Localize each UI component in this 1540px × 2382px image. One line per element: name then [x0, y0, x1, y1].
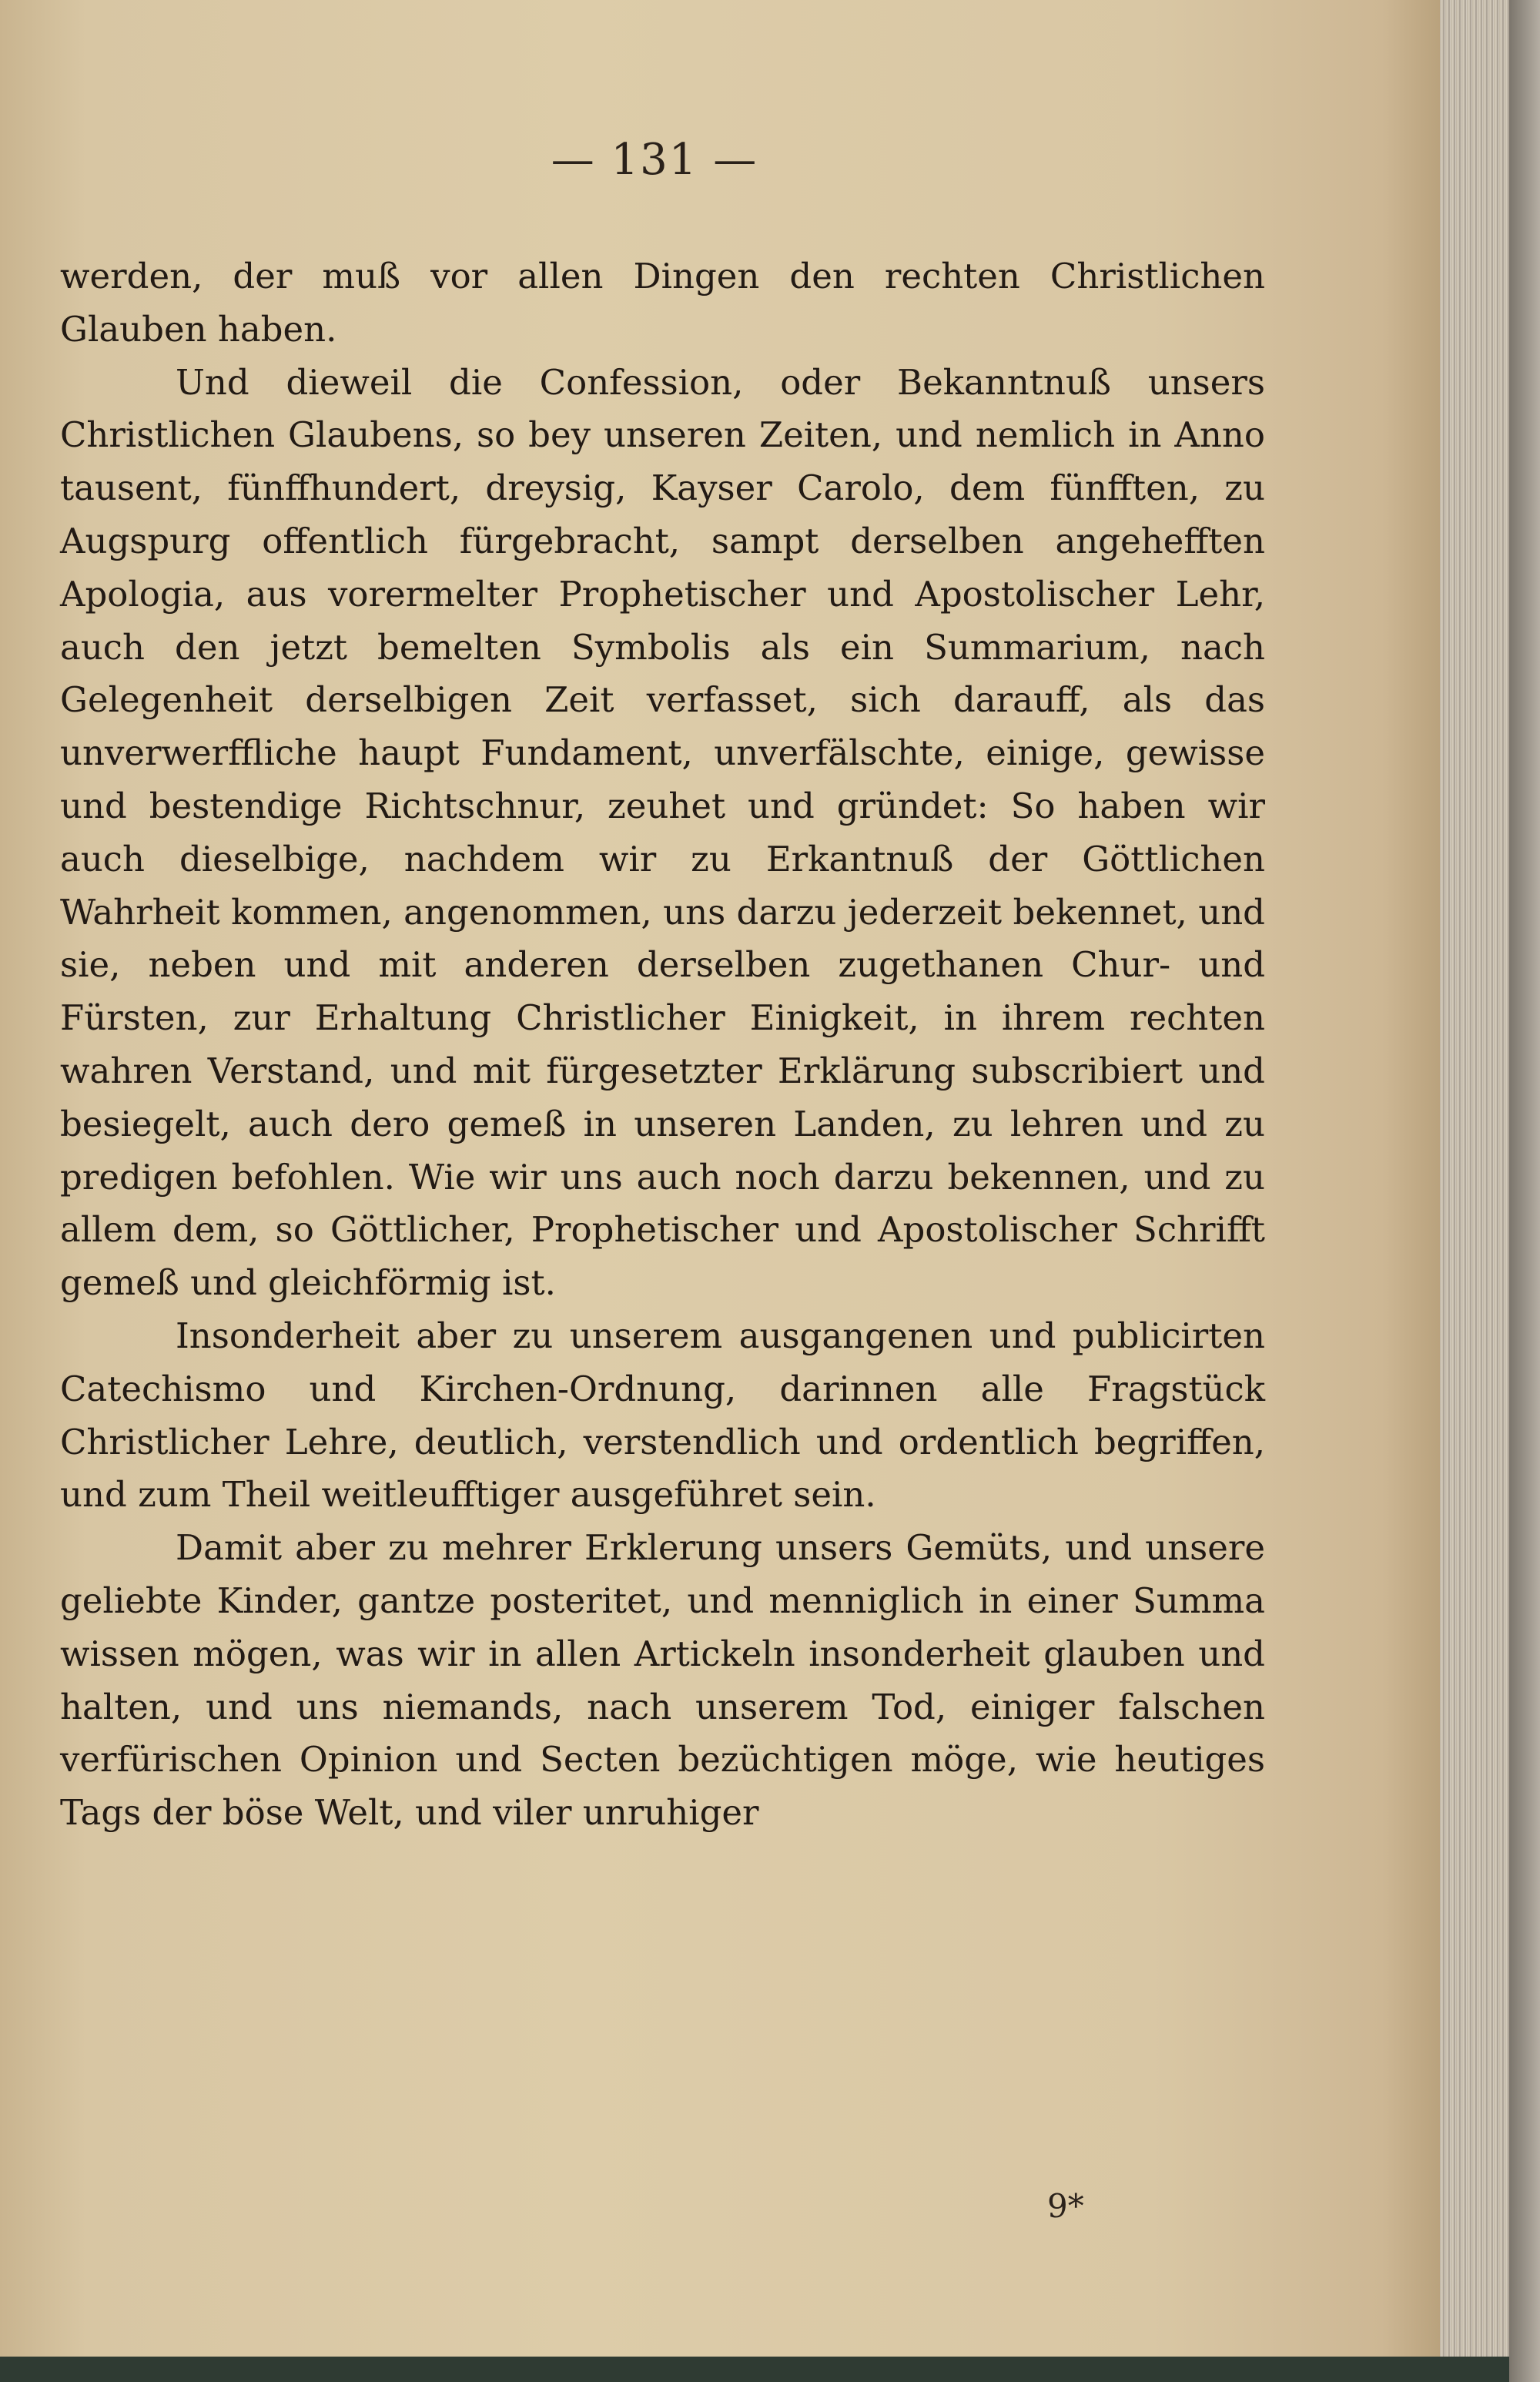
paragraph-3: Insonderheit aber zu unserem ausgangenen und publicirten Catechismo und Kirchen-Ordnung, darinnen alle Fragstück Christlicher Lehre, deutlich, verstendlich und ordentlich begriffen, und zum Theil weitleufftiger ausgeführet sein.: [60, 1315, 1265, 1516]
body-text: [60, 250, 1265, 1840]
paragraph-4: Damit aber zu mehrer Erklerung unsers Gemüts, und unsere geliebte Kinder, gantze posteritet, und menniglich in einer Summa wissen mögen, was wir in allen Artickeln insonderheit glauben und halten, und uns niemands, nach unserem Tod, einiger falschen verfürischen Opinion und Secten bezüchtigen möge, wie heutiges Tags der böse Welt, und viler unruhiger: [60, 1527, 1265, 1834]
paragraph-2: Und dieweil die Confession, oder Bekanntnuß unsers Christlichen Glaubens, so bey unseren Zeiten, und nemlich in Anno tausent, fünffhundert, dreysig, Kayser Carolo, dem fünfften, zu Augspurg offentlich fürgebracht, sampt derselben angehefften Apologia, aus vorermelter Prophetischer und Apostolischer Lehr, auch den jetzt bemelten Symbolis als ein Summarium, nach Gelegenheit derselbigen Zeit verfasset, sich darauff, als das unverwerffliche haupt Fundament, unverfälschte, einige, gewisse und bestendige Richtschnur, zeuhet und gründet: So haben wir auch dieselbige, nachdem wir zu Erkantnuß der Göttlichen Wahrheit kommen, angenommen, uns darzu jederzeit bekennet, und sie, neben und mit anderen derselben zugethanen Chur- und Fürsten, zur Erhaltung Christlicher Einigkeit, in ihrem rechten wahren Verstand, und mit fürgesetzter Erklärung subscribiert und besiegelt, auch dero gemeß in unseren Landen, zu lehren und zu predigen befohlen. Wie wir uns auch noch darzu bekennen, und zu allem dem, so Göttlicher, Prophetischer und Apostolischer Schrifft gemeß und gleichförmig ist.: [60, 361, 1265, 1304]
page-number: — 131 —: [551, 135, 758, 185]
book-cover-edge: [1509, 0, 1540, 2382]
background-surface: [0, 2357, 1509, 2382]
paragraph-1: werden, der muß vor allen Dingen den rechten Christlichen Glauben haben.: [60, 256, 1265, 350]
signature-mark: 9*: [1047, 2187, 1084, 2225]
page-edges: [1440, 0, 1509, 2357]
